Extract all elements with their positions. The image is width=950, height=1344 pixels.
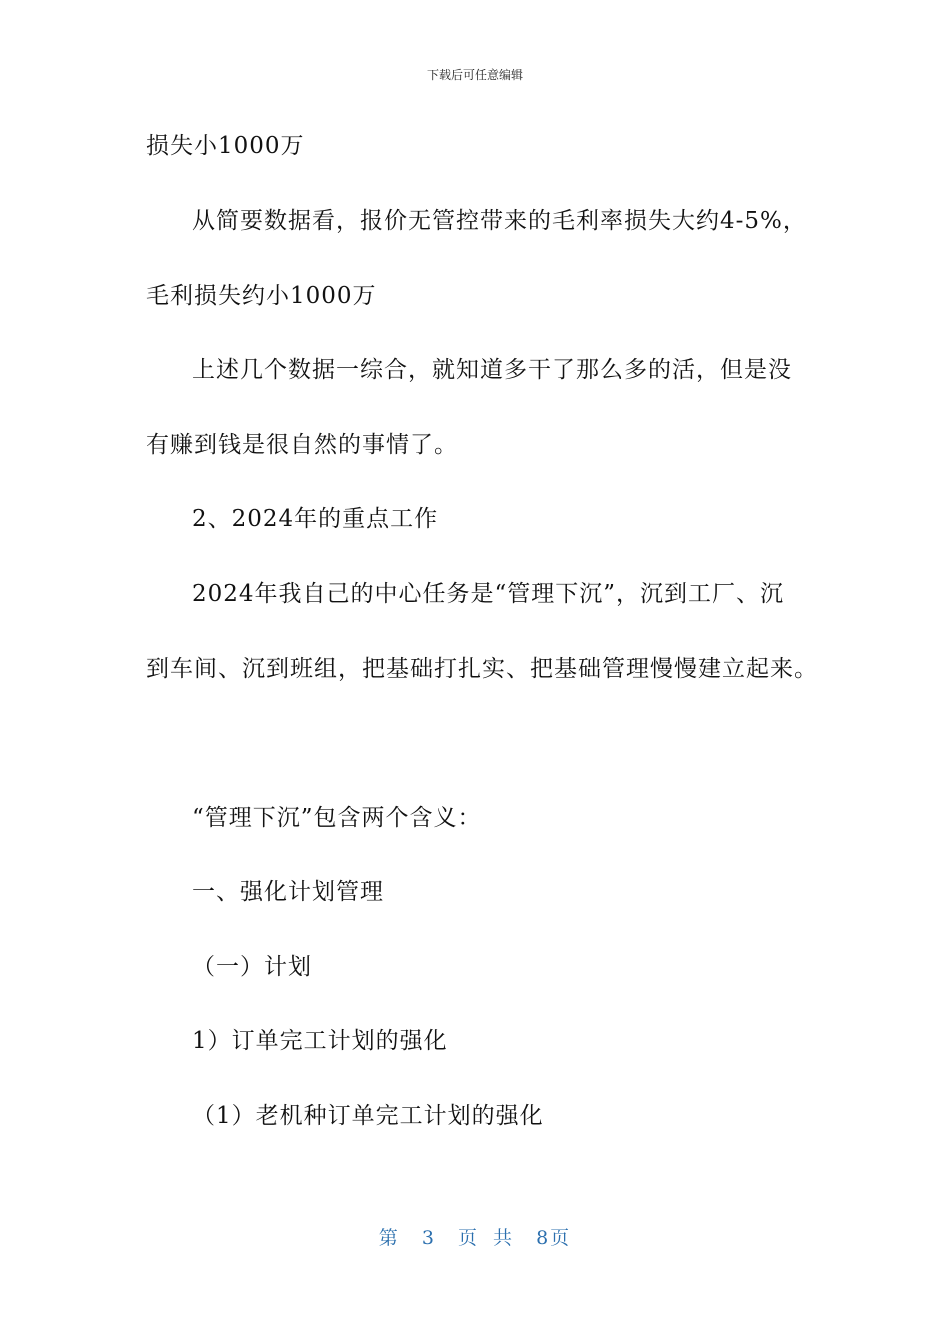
page-footer: [0, 1226, 950, 1250]
section-heading-2024: 2、2024年的重点工作: [192, 506, 439, 532]
body-line-2: 从简要数据看，报价无管控带来的毛利率损失大约4-5%，: [192, 208, 807, 234]
body-line-8: 到车间、沉到班组，把基础打扎实、把基础管理慢慢建立起来。: [146, 656, 818, 682]
body-line-5: 有赚到钱是很自然的事情了。: [146, 432, 458, 458]
page-header: 下载后可任意编辑: [426, 68, 523, 82]
body-line-3: 毛利损失约小1000万: [146, 283, 377, 309]
body-line-4: 上述几个数据一综合，就知道多干了那么多的活，但是没: [192, 357, 792, 383]
footer-prefix: 第: [378, 1227, 400, 1249]
body-line-7: 2024年我自己的中心任务是“管理下沉”，沉到工厂、沉: [192, 581, 785, 607]
subheading-plan: （一）计划: [192, 954, 312, 980]
body-line-1: 损失小1000万: [146, 133, 305, 159]
footer-current-page: 3: [421, 1227, 436, 1249]
body-line-9: “管理下沉”包含两个含义：: [192, 805, 482, 831]
heading-plan-management: 一、强化计划管理: [192, 879, 384, 905]
item-old-model-order-plan: （1）老机种订单完工计划的强化: [192, 1103, 544, 1129]
item-order-completion-plan: 1）订单完工计划的强化: [192, 1028, 448, 1054]
footer-middle: 页 共: [458, 1227, 515, 1249]
footer-total-pages: 8页: [536, 1227, 572, 1249]
